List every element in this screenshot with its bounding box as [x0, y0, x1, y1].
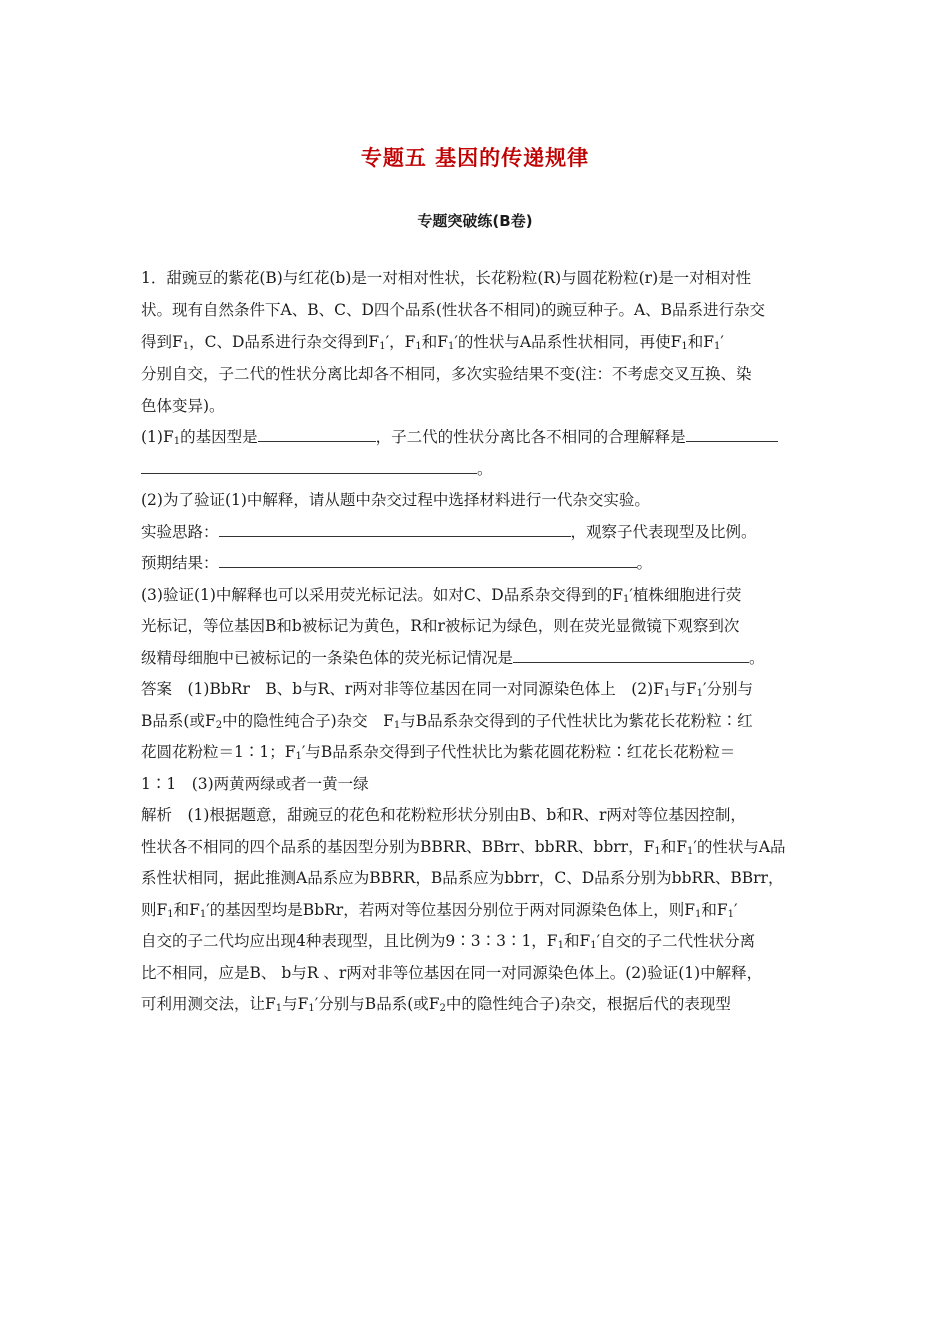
answer-line-1: 答案 (1)BbRr B、b与R、r两对非等位基因在同一对同源染色体上 $(2)F_1$与$F_1'$分别与 — [141, 680, 753, 699]
sub-question-2: (2)为了验证(1)中解释，请从题中杂交过程中选择材料进行一代杂交实验。 — [141, 491, 650, 509]
analysis-line-2: 性状各不相同的四个品系的基因型分别为BBRR、BBrr、bbRR、bbrr，$F_1$和$F_1'$的性状与A品 — [141, 837, 786, 857]
analysis-line-5: 自交的子二代均应出现4种表现型，且比例为9∶3∶3∶1，$F_1$和$F_1'$自交的子二代性状分离 — [141, 932, 756, 951]
sub-question-3-line-2: 光标记，等位基因B和b被标记为黄色，R和r被标记为绿色，则在荧光显微镜下观察到次 — [141, 617, 740, 635]
answer-line-4: 1∶1 (3)两黄两绿或者一黄一绿 — [141, 774, 369, 793]
answer-blank[interactable] — [141, 456, 477, 473]
answer-line-3: 花圆花粉粒＝1∶1；$F_1'$与B品系杂交得到子代性状比为紫花圆花粉粒∶红花长花粉粒＝ — [141, 743, 736, 762]
question-1 — [141, 262, 813, 422]
answer-section — [141, 674, 813, 800]
experiment-idea: 实验思路： ，观察子代表现型及比例。 — [141, 517, 813, 549]
analysis-line-1: 解析 (1)根据题意，甜豌豆的花色和花粉粒形状分别由B、b和R、r两对等位基因控制， — [141, 806, 746, 824]
page-title: 专题五 基因的传递规律 — [360, 146, 590, 170]
sub-question-3-line-1: (3)验证(1)中解释也可以采用荧光标记法。如对C、D品系杂交得到的$F_1'$植株细胞进行荧 — [141, 585, 742, 605]
analysis-line-3: 系性状相同，据此推测A品系应为BBRR，B品系应为bbrr，C、D品系分别为bbRR、BBrr， — [141, 869, 784, 887]
expected-result: 预期结果： 。 — [141, 548, 813, 580]
sub-question-3-line-3: 级精母细胞中已被标记的一条染色体的荧光标记情况是 。 — [141, 643, 813, 675]
document-body — [141, 262, 813, 1021]
q1-line-1: 1．甜豌豆的紫花(B)与红花(b)是一对相对性状，长花粉粒(R)与圆花粉粒(r)是一对相对性 — [141, 269, 752, 287]
analysis-section — [141, 800, 813, 1021]
sub-question-1-cont: 。 — [141, 454, 813, 486]
q1-line-3: 得到$F_1$，C、D品系进行杂交得到$F_1'$，$F_1$和$F_1'$的性状与A品系性状相同，再使$F_1$和$F_1'$ — [141, 333, 724, 352]
analysis-line-7: 可利用测交法，让$F_1$与$F_1'$分别与B品系(或$F_2$中的隐性纯合子)杂交，根据后代的表现型 — [141, 995, 731, 1014]
sub-question-1: $(1)F_1$的基因型是 ，子二代的性状分离比各不相同的合理解释是 — [141, 422, 813, 454]
analysis-line-4: 则$F_1$和$F_1'$的基因型均是BbRr，若两对等位基因分别位于两对同源染色体上，则$F_1$和$F_1'$ — [141, 900, 738, 920]
answer-blank[interactable] — [219, 551, 637, 568]
q1-line-4: 分别自交，子二代的性状分离比却各不相同，多次实验结果不变(注：不考虑交叉互换、染 — [141, 365, 752, 383]
q1-line-2: 状。现有自然条件下A、B、C、D四个品系(性状各不相同)的豌豆种子。A、B品系进行杂交 — [141, 301, 766, 319]
answer-blank[interactable] — [258, 425, 376, 442]
answer-blank[interactable] — [513, 645, 749, 662]
q1-line-5: 色体变异)。 — [141, 397, 225, 415]
answer-line-2: B品系(或$F_2$中的隐性纯合子)杂交 $F_1$与B品系杂交得到的子代性状比为紫花长花粉粒∶红 — [141, 711, 753, 731]
page-subtitle: 专题突破练(B卷) — [417, 212, 533, 230]
analysis-line-6: 比不相同，应是B、 b与R 、r两对非等位基因在同一对同源染色体上。(2)验证(1)中解释， — [141, 963, 763, 982]
answer-blank[interactable] — [686, 425, 778, 442]
answer-blank[interactable] — [219, 519, 571, 536]
